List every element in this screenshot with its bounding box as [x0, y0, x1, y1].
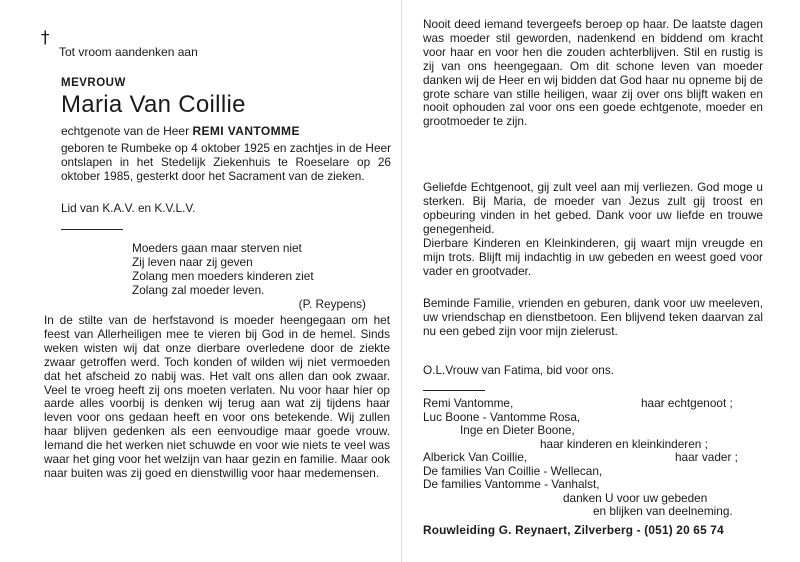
- mourner-relation: haar echtgenoot ;: [641, 396, 733, 410]
- mourner-row: [423, 451, 763, 465]
- spouse-name: REMI VANTOMME: [192, 124, 300, 138]
- spouse-line: [61, 124, 300, 138]
- prayer: O.L.Vrouw van Fatima, bid voor ons.: [423, 363, 615, 377]
- cross-icon: †: [41, 28, 50, 48]
- right-paragraph-1: Nooit deed iemand tevergeefs beroep op haar. De laatste dagen was moeder stil geworden, nadenkend en biddend om kracht voor haar en voor hen die zouden achterblijven. Stil en rustig is zij van ons heengegaan. Om dit schone leven van moeder danken wij de Heer en wij bidden dat God haar nu opneme bij de grote schare van stille heiligen, waar zij over ons blijft waken en nooit ophouden zal voor ons een goede echtgenote, moeder en grootmoeder te zijn.: [423, 17, 763, 129]
- mourner-row: [423, 492, 763, 506]
- poem-line: Zij leven naar zij geven: [132, 254, 253, 269]
- title-mevrouw: MEVROUW: [61, 77, 126, 89]
- mourner-name: Alberick Van Coillie,: [423, 450, 528, 464]
- right-paragraph-family: Beminde Familie, vrienden en geburen, dank voor uw meeleven, uw vriendschap en dienstbetoon. Een blijvend teken daarvan zal nu een gebed zijn voor mijn zielerust.: [423, 296, 763, 338]
- poem-line: Zolang zal moeder leven.: [132, 282, 265, 297]
- mourner-name: De families Vantomme - Vanhalst,: [423, 477, 600, 491]
- poem-author: (P. Reypens): [298, 296, 366, 311]
- memorial-story: In de stilte van de herfstavond is moeder heengegaan om het feest van Allerheiligen mee te vieren bij God in de hemel. Sinds weken wisten wij dat onze dierbare overledene door de ziekte zwaar getroffen werd. Toch konden of wilden wij niet vermoeden dat het afscheid zo nabij was. Het valt ons allen dan ook zwaar. Veel te vroeg heeft zij ons moeten verlaten. Nu voor haar hier op aarde alles voorbij is denken wij terug aan wat zij tijdens haar leven voor ons gedaan heeft en voor ons betekende. Wij zullen haar blijven gedenken als een eenvoudige maar goede vrouw. Iemand die het werken niet schuwde en voor wie niets te veel was waar het ging voor het welzijn van haar gezin en familie. Maar ook naar buiten was zij goed en dienstwillig voor haar medemensen.: [44, 313, 390, 480]
- mourner-row: [423, 424, 763, 438]
- biography: geboren te Rumbeke op 4 oktober 1925 en zachtjes in de Heer ontslapen in het Stedelijk Ziekenhuis te Roeselare op 26 oktober 1985, gesterkt door het Sacrament van de zieken.: [61, 141, 391, 183]
- card-fold: [401, 0, 402, 562]
- mourner-thanks: en blijken van deelneming.: [593, 504, 733, 518]
- poem: [132, 242, 366, 312]
- membership: Lid van K.A.V. en K.V.L.V.: [61, 201, 196, 215]
- poem-line: Zolang men moeders kinderen ziet: [132, 268, 314, 283]
- mourner-row: [423, 505, 763, 519]
- right-paragraph-spouse: Geliefde Echtgenoot, gij zult veel aan mij verliezen. God moge u sterken. Bij Maria, de moeder van Jezus zult gij troost en opbeuring vinden in het gebed. Dank voor uw liefde en trouwe genegenheid.: [423, 180, 763, 236]
- mourner-thanks: danken U voor uw gebeden: [563, 490, 708, 505]
- funeral-director: Rouwleiding G. Reynaert, Zilverberg - (051) 20 65 74: [423, 523, 724, 537]
- mourner-row: [423, 411, 763, 425]
- mourner-name: Remi Vantomme,: [423, 396, 514, 410]
- mourner-name: Inge en Dieter Boone,: [460, 423, 575, 437]
- mourner-relation: haar kinderen en kleinkinderen ;: [540, 436, 708, 451]
- deceased-name: Maria Van Coillie: [61, 91, 246, 118]
- mourners-list: [423, 397, 763, 519]
- mourner-row: [423, 438, 763, 452]
- divider-left: [61, 229, 123, 230]
- mourner-relation: haar vader ;: [675, 450, 738, 464]
- right-paragraph-children: Dierbare Kinderen en Kleinkinderen, gij waart mijn vreugde en mijn trots. Blijft mij indachtig in uw gebeden en weest goed voor vader en grootvader.: [423, 236, 763, 278]
- mourner-name: De families Van Coillie - Wellecan,: [423, 463, 603, 478]
- divider-right: [423, 390, 485, 391]
- mourner-row: [423, 478, 763, 492]
- mourner-row: [423, 397, 763, 411]
- poem-line: Moeders gaan maar sterven niet: [132, 241, 302, 255]
- mourner-row: [423, 465, 763, 479]
- spouse-prefix: echtgenote van de Heer: [61, 124, 190, 138]
- intro-text: Tot vroom aandenken aan: [59, 45, 198, 59]
- mourner-name: Luc Boone - Vantomme Rosa,: [423, 409, 581, 424]
